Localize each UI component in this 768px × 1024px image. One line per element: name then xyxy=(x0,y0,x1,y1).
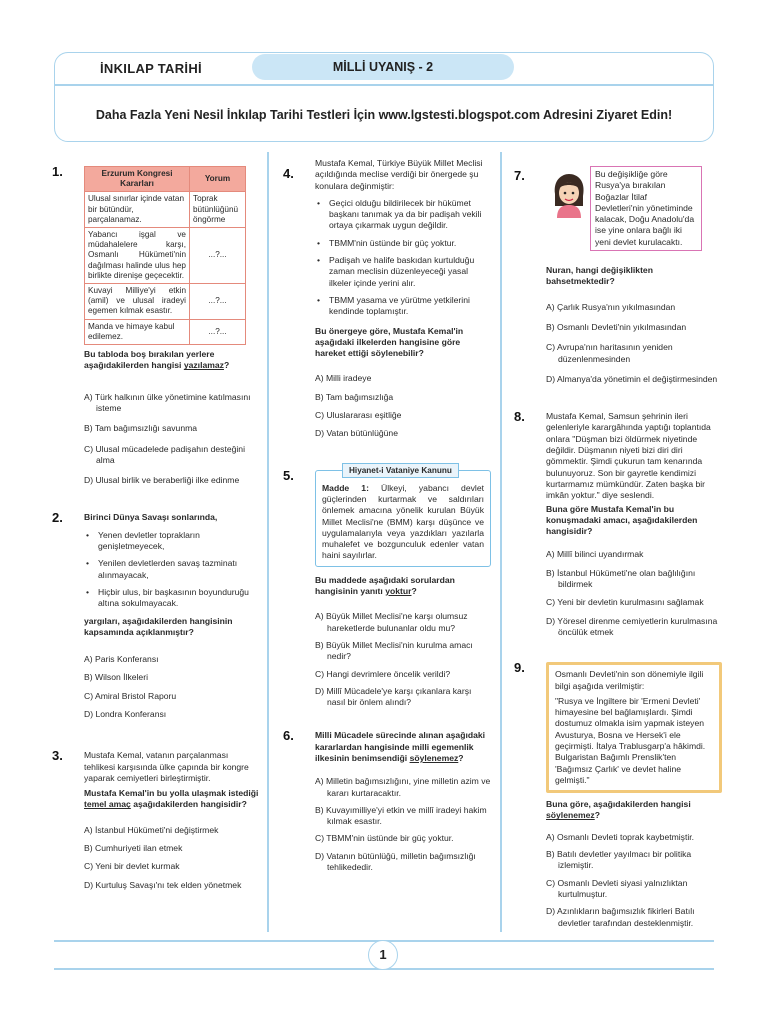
question-8 xyxy=(514,411,722,638)
table-cell: Ulusal sınırlar içinde vatan bir bütündür, parçalanamaz. xyxy=(85,192,190,228)
option-d[interactable]: D) Azınlıkların bağımsızlık fikirleri Batılı devletler tarafından desteklenmiştir. xyxy=(546,906,695,928)
option-c[interactable]: C) Amiral Bristol Raporu xyxy=(84,690,177,701)
column-3 xyxy=(514,166,722,929)
stem-text: ? xyxy=(594,810,600,821)
question-number: 3. xyxy=(52,748,63,764)
question-5 xyxy=(283,465,491,709)
stem-text: Bu tabloda boş bırakılan yerlere aşağıdakilerden hangisi xyxy=(84,349,215,371)
question-intro: Birinci Dünya Savaşı sonlarında, xyxy=(84,512,218,523)
info-quote: "Rusya ve İngiltere bir 'Ermeni Devleti' himayesine bel bağlamışlardı. Şimdi dostumuz olmakla isim yapmak isteyen Avusturya, Bosna ve Hersek'i ele geçirmişti. İtalya Trablusgarp'a hâkimdi. Bulgaristan Bağımlı Prenslik'ten 'Bağımsız Çarlık' ve devlet haline gelmişti." xyxy=(555,695,706,785)
table-cell: Yabancı işgal ve müdahalelere karşı, Osmanlı Hükümeti'nin dağılması halinde ulus hep birlikte direnişe geçecektir. xyxy=(85,228,190,284)
option-b[interactable]: B) Cumhuriyeti ilan etmek xyxy=(84,843,183,854)
bullet-item: • TBMM'nin üstünde bir güç yoktur. xyxy=(315,238,491,249)
column-2 xyxy=(283,158,491,873)
promo-banner: Daha Fazla Yeni Nesil İnkılap Tarihi Testleri İçin www.lgstesti.blogspot.com Adresini Ziyaret Edin! xyxy=(95,108,673,122)
option-d[interactable]: D) Vatan bütünlüğüne xyxy=(315,428,398,439)
stem-emphasis: söylenemez xyxy=(546,810,595,821)
info-box xyxy=(546,662,722,793)
option-a[interactable]: A) Paris Konferansı xyxy=(84,654,159,665)
option-d[interactable]: D) Londra Konferansı xyxy=(84,708,167,719)
table-cell: Toprak bütünlüğünü öngörme xyxy=(190,192,246,228)
question-stem xyxy=(84,788,260,811)
law-article xyxy=(322,483,484,562)
option-c[interactable]: C) Avrupa'nın haritasının yeniden düzenlenmesinden xyxy=(546,342,673,364)
question-number: 8. xyxy=(514,409,525,425)
option-a[interactable]: A) Millî bilinci uyandırmak xyxy=(546,549,644,560)
law-article-box xyxy=(315,465,491,567)
table-cell: Kuvayi Milliye'yi etkin (amil) ve ulusal iradeyi egemen kılmak esastır. xyxy=(85,284,190,320)
stem-text: Bu maddede aşağıdaki sorulardan hangisinin yanıtı xyxy=(315,574,455,597)
question-stem: Bu önergeye göre, Mustafa Kemal'in aşağıdaki ilkelerden hangisine göre hareket ettiği söylenebilir? xyxy=(315,325,464,359)
option-c[interactable]: C) Uluslararası eşitliğe xyxy=(315,410,402,421)
question-number: 6. xyxy=(283,728,294,744)
stem-emphasis: yazılamaz xyxy=(183,360,224,371)
stem-emphasis: temel amaç xyxy=(84,799,131,810)
option-c[interactable]: C) TBMM'nin üstünde bir güç yoktur. xyxy=(315,833,454,844)
option-b[interactable]: B) Batılı devletler yayılmacı bir politika izlemiştir. xyxy=(546,849,692,871)
column-divider xyxy=(267,152,269,932)
page-number: 1 xyxy=(368,940,398,970)
header-divider xyxy=(54,84,714,86)
option-d[interactable]: D) Vatanın bütünlüğü, milletin bağımsızlığı tehlikededir. xyxy=(315,850,476,873)
option-d[interactable]: D) Almanya'da yönetimin el değiştirmesinden xyxy=(546,373,718,384)
bullet-item: • Padişah ve halife baskıdan kurtulduğu zaman meclisin düzenleyeceği yasal ilkeler içinde yerini alır. xyxy=(315,255,491,289)
law-title-tag: Hiyanet-i Vataniye Kanunu xyxy=(342,463,459,478)
question-number: 2. xyxy=(52,510,63,526)
stem-text: ? xyxy=(411,586,417,597)
question-intro: Mustafa Kemal, Türkiye Büyük Millet Meclisi açıldığında meclise verdiği bir önergede şu konulara değinmiştir: xyxy=(315,158,483,191)
table-cell: Manda ve himaye kabul edilemez. xyxy=(85,319,190,344)
option-b[interactable]: B) İstanbul Hükümeti'ne olan bağlılığını bildirmek xyxy=(546,567,696,590)
question-stem: yargıları, aşağıdakilerden hangisinin kapsamında açıklanmıştır? xyxy=(84,615,233,637)
question-number: 1. xyxy=(52,164,63,179)
question-stem xyxy=(315,730,491,764)
topic-title: MİLLİ UYANIŞ - 2 xyxy=(252,54,514,80)
stem-emphasis: yoktur xyxy=(385,586,412,597)
option-c[interactable]: C) Yeni bir devletin kurulmasını sağlamak xyxy=(546,597,704,608)
law-article-text: Ülkeyi, yabancı devlet güçlerinden kurtarmak ve saldırıları önlemek amacına yönelik kurulan Büyük Millet Meclisi'ne (BMM) karşı düşünce ve uygulamalarıyla veya yazdıkları yazılarla muhalefet ve bozgunculuk edenler vatan haini sayılırlar. xyxy=(322,482,484,561)
question-number: 7. xyxy=(514,168,525,183)
question-2 xyxy=(52,512,260,720)
question-number: 4. xyxy=(283,166,294,181)
table-cell: ...?... xyxy=(190,284,246,320)
bullet-item: • Geçici olduğu bildirilecek bir hükümet başkanı tanımak ya da bir padişah vekili ortaya çıkarmak uygun değildir. xyxy=(315,198,491,232)
table-header: Yorum xyxy=(190,167,246,192)
bullet-item: • TBMM yasama ve yürütme yetkilerini kendinde toplamıştır. xyxy=(315,295,491,318)
speech-box: Bu değişikliğe göre Rusya'ya bırakılan Boğazlar İtilaf Devletleri'nin yönetiminde kalacak, Doğu Anadolu'da ise yine onlara bağlı iki yeni devlet kurulacaktı. xyxy=(590,166,702,251)
option-b[interactable]: B) Büyük Millet Meclisi'nin kurulma amacı nedir? xyxy=(315,639,473,662)
column-1 xyxy=(52,166,260,891)
option-a[interactable]: A) İstanbul Hükümeti'ni değiştirmek xyxy=(84,824,219,835)
stem-emphasis: söylenemez xyxy=(409,752,459,763)
bullet-item: • Hiçbir ulus, bir başkasının boyunduruğu altına sokulmayacak. xyxy=(84,587,260,610)
option-c[interactable]: C) Ulusal mücadelede padişahın desteğini alma xyxy=(84,443,245,465)
option-a[interactable]: A) Büyük Millet Meclisi'ne karşı olumsuz hareketlerde bulunanlar oldu mu? xyxy=(315,611,468,633)
option-a[interactable]: A) Milletin bağımsızlığını, yine milletin azim ve kararı kurtaracaktır. xyxy=(315,776,491,798)
question-7 xyxy=(514,166,722,385)
option-d[interactable]: D) Millî Mücadele'ye karşı çıkanlara karşı nasıl bir önlem alındı? xyxy=(315,685,472,708)
option-a[interactable]: A) Milli iradeye xyxy=(315,373,372,384)
stem-text: Milli Mücadele sürecinde alınan aşağıdaki kararlardan hangisinde milli egemenlik ilkesinin benimsendiği xyxy=(315,730,486,763)
column-divider xyxy=(500,152,502,932)
stem-text: Mustafa Kemal'in bu yolla ulaşmak istediği xyxy=(84,788,259,799)
table-cell: ...?... xyxy=(190,319,246,344)
option-c[interactable]: C) Osmanlı Devleti siyasi yalnızlıktan kurtulmuştur. xyxy=(546,877,688,899)
option-c[interactable]: C) Yeni bir devlet kurmak xyxy=(84,861,180,872)
question-number: 9. xyxy=(514,660,525,676)
stem-text: ? xyxy=(458,752,464,763)
question-stem xyxy=(315,575,491,598)
stem-text: aşağıdakilerden hangisidir? xyxy=(130,799,247,810)
option-b[interactable]: B) Tam bağımsızlığı savunma xyxy=(84,423,198,434)
question-stem: Buna göre Mustafa Kemal'in bu konuşmadaki amacı, aşağıdakilerden hangisidir? xyxy=(546,503,698,537)
question-stem xyxy=(84,349,260,372)
question-3 xyxy=(52,750,260,891)
question-intro: Mustafa Kemal, vatanın parçalanması tehlikesi karşısında ülke çapında bir kongre yaparak cemiyetleri birleştirmiştir. xyxy=(84,750,249,783)
question-1 xyxy=(52,166,260,486)
option-b[interactable]: B) Osmanlı Devleti'nin yıkılmasından xyxy=(546,321,687,332)
info-intro: Osmanlı Devleti'nin son dönemiyle ilgili bilgi aşağıda verilmiştir: xyxy=(555,669,704,691)
option-b[interactable]: B) Wilson İlkeleri xyxy=(84,672,148,683)
option-b[interactable]: B) Kuvayımilliye'yi etkin ve millî iradeyi hakim kılmak esastır. xyxy=(315,804,487,827)
stem-text: ? xyxy=(223,360,230,371)
congress-table xyxy=(84,166,246,345)
option-a[interactable]: A) Osmanlı Devleti toprak kaybetmiştir. xyxy=(546,831,695,842)
option-a[interactable]: A) Türk halkının ülke yönetimine katılmasını isteme xyxy=(84,391,251,413)
option-d[interactable]: D) Kurtuluş Savaşı'nı tek elden yönetmek xyxy=(84,879,242,890)
option-d[interactable]: D) Ulusal birlik ve beraberliği ilke edinme xyxy=(84,475,240,486)
law-article-label: Madde 1: xyxy=(322,482,369,493)
option-c[interactable]: C) Hangi devrimlere öncelik verildi? xyxy=(315,668,451,679)
question-4 xyxy=(283,158,491,440)
question-9 xyxy=(514,662,722,929)
question-intro: Mustafa Kemal, Samsun şehrinin ileri gelenleriyle karargâhında yaptığı toplantıda onlara "Düşman bizi öldürmek niyetinde değildir. Düşmanın niyeti bizi diri diri gömmektir. Şimdi çukurun tam kenarında bulunuyoruz. Son bir gayretle kendimizi kurtarmamız mümkündür. Zaten başka bir imkân yoktur." diye seslendi. xyxy=(546,411,711,501)
table-cell: ...?... xyxy=(190,228,246,284)
question-stem: Nuran, hangi değişiklikten bahsetmektedir? xyxy=(546,265,653,287)
question-6 xyxy=(283,730,491,873)
table-header: Erzurum Kongresi Kararları xyxy=(85,167,190,192)
question-stem xyxy=(546,799,722,822)
subject-title: İNKILAP TARİHİ xyxy=(100,61,202,76)
girl-avatar-icon xyxy=(550,172,588,218)
bullet-item: • Yenilen devletlerden savaş tazminatı alınmayacak, xyxy=(84,558,260,581)
stem-text: Buna göre, aşağıdakilerden hangisi xyxy=(546,799,691,810)
bullet-item: • Yenen devletler toprakların genişletmeyecek, xyxy=(84,530,260,553)
option-d[interactable]: D) Yöresel direnme cemiyetlerin kurulmasına öncülük etmek xyxy=(546,615,718,637)
option-a[interactable]: A) Çarlık Rusya'nın yıkılmasından xyxy=(546,301,676,312)
question-number: 5. xyxy=(283,467,294,483)
option-b[interactable]: B) Tam bağımsızlığa xyxy=(315,391,394,402)
